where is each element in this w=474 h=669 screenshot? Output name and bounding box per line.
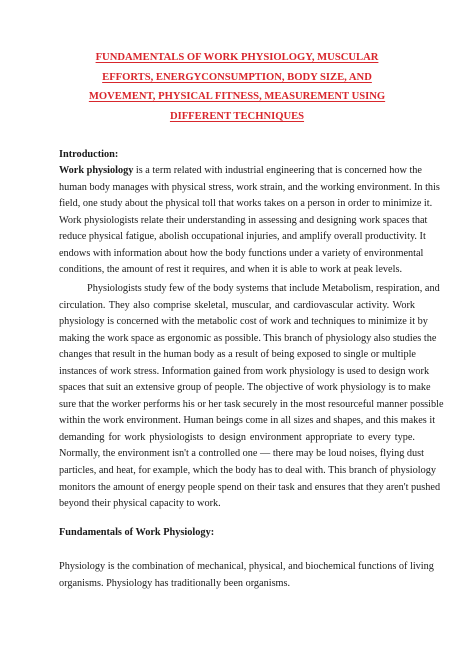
paragraph-line: endows with information about how the body functions under a variety of environmental <box>59 247 424 259</box>
paragraph-line: particles, and heat, for example, which the body has to deal with. This branch of physiology <box>59 465 436 477</box>
work-physiology-term: Work physiology <box>59 165 134 176</box>
document-title <box>60 48 414 126</box>
paragraph-line: organisms. Physiology has traditionally been organisms. <box>59 577 291 589</box>
introduction-heading: Introduction: <box>59 149 119 160</box>
paragraph-line: conditions, the amount of rest it requires, and when it is able to work at peak levels. <box>59 264 403 276</box>
paragraph-line: sure that the worker performs his or her task securely in the most resourceful manner possible <box>59 398 444 410</box>
paragraph-line: Normally, the environment isn't a controlled one — there may be loud noises, flying dust <box>59 448 424 460</box>
paragraph-line: reduce physical fatigue, abolish occupational injuries, and amplify overall productivity. It <box>59 231 426 243</box>
fundamentals-heading: Fundamentals of Work Physiology: <box>59 527 215 538</box>
paragraph-line: demanding for work physiologists to design environment appropriate to every type. <box>59 431 415 443</box>
paragraph-line: Physiology is the combination of mechanical, physical, and biochemical functions of living <box>59 561 434 572</box>
paragraph-line: monitors the amount of energy people spend on their task and ensures that they aren't pushed <box>59 481 441 493</box>
paragraph-line: within the work environment. Human beings come in all sizes and shapes, and this makes it <box>59 415 436 427</box>
paragraph-line: human body manages with physical stress, work strain, and the working environment. In this <box>59 181 440 193</box>
paragraph-line: changes that result in the human body as a result of being exposed to single or multiple <box>59 349 416 361</box>
title-line: DIFFERENT TECHNIQUES <box>169 110 305 122</box>
paragraph-line: Physiologists study few of the body systems that include Metabolism, respiration, and <box>87 283 440 294</box>
paragraph-line: Work physiologists relate their understanding in assessing and designing work spaces that <box>59 214 428 226</box>
introduction-paragraph <box>59 163 440 279</box>
paragraph-line: making the work space as ergonomic as possible. This branch of physiology also studies the <box>59 332 437 344</box>
paragraph-line: instances of work stress. Information gained from work physiology is used to design work <box>59 365 430 377</box>
title-line: MOVEMENT, PHYSICAL FITNESS, MEASUREMENT USING <box>88 91 386 103</box>
paragraph-line <box>59 163 422 180</box>
paragraph-line: physiology is concerned with the metabolic cost of work and techniques to minimize it by <box>59 316 428 328</box>
physiologists-paragraph <box>59 281 444 513</box>
title-line: EFFORTS, ENERGYCONSUMPTION, BODY SIZE, AND <box>102 71 372 83</box>
title-line: FUNDAMENTALS OF WORK PHYSIOLOGY, MUSCULAR <box>95 52 379 63</box>
fundamentals-paragraph <box>59 559 434 592</box>
paragraph-line: circulation. They also comprise skeletal, muscular, and cardiovascular activity. Work <box>59 299 415 311</box>
paragraph-line: spaces that suit an extensive group of people. The objective of work physiology is to make <box>59 382 431 394</box>
paragraph-line-text: is a term related with industrial engineering that is concerned how the <box>133 165 422 176</box>
paragraph-line: beyond their physical capacity to work. <box>59 498 221 510</box>
paragraph-line: field, one study about the physical toll that works takes on a person in order to minimize it. <box>59 198 433 210</box>
